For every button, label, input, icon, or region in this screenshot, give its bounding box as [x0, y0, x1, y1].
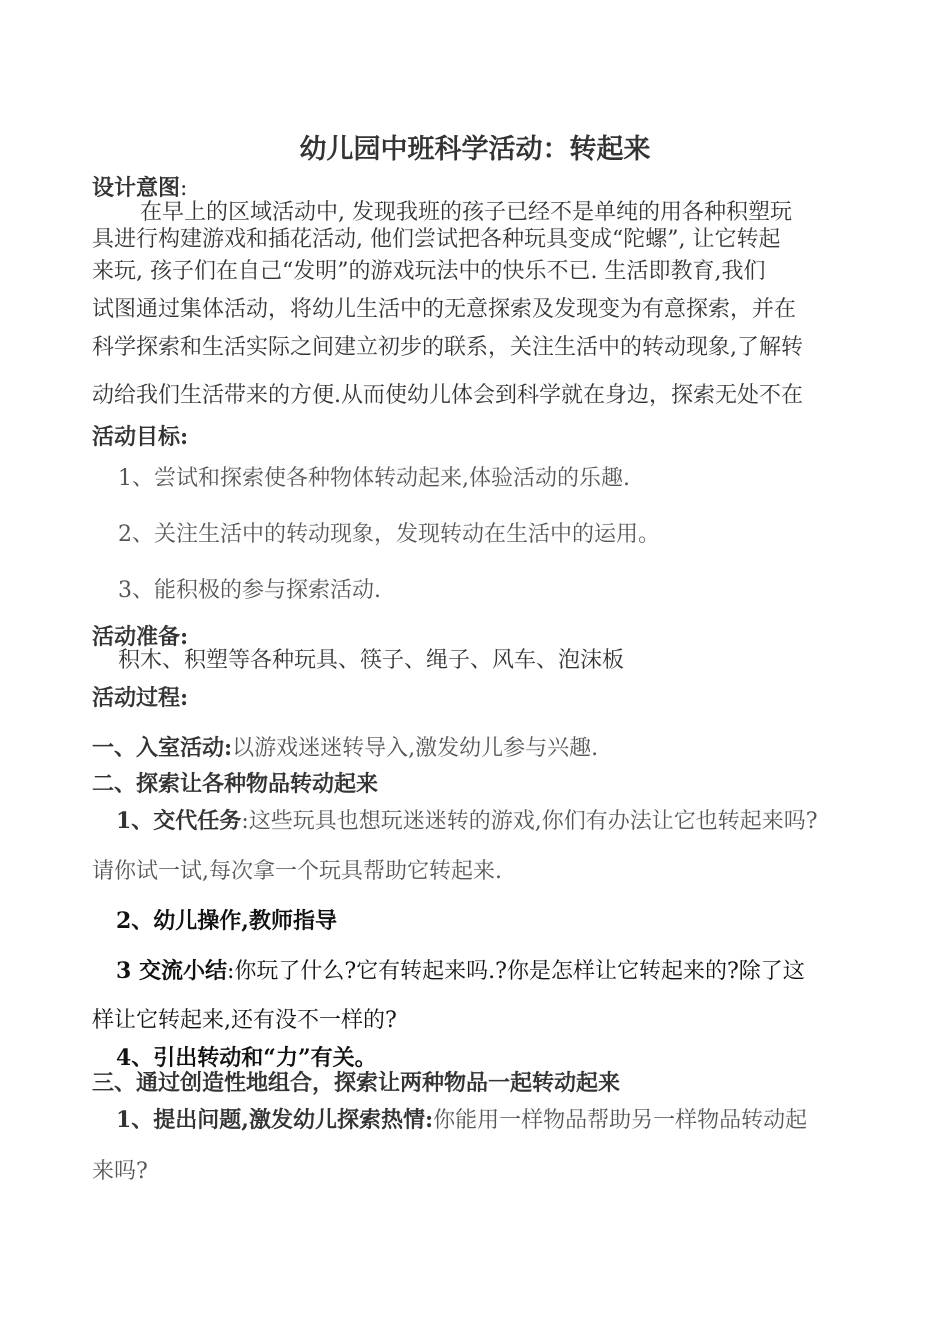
process-heading: 活动过程: — [92, 685, 189, 711]
step2-sub2: 2、幼儿操作,教师指导 — [116, 908, 337, 934]
step3-sub1-label: 1、提出问题,激发幼儿探索热情: — [116, 1107, 434, 1133]
step1-line — [92, 733, 598, 764]
step2-sub1-line — [116, 806, 818, 837]
design-line-6: 动给我们生活带来的方便.从而使幼儿体会到科学就在身边，探索无处不在 — [92, 383, 803, 408]
design-heading: 设计意图 — [92, 175, 181, 201]
goal-item-1: 1、尝试和探索使各种物体转动起来,体验活动的乐趣. — [118, 466, 630, 491]
prep-heading: 活动准备: — [92, 624, 189, 650]
goal-item-3: 3、能积极的参与探索活动. — [118, 578, 381, 603]
design-line-3: 来玩, 孩子们在自己“发明”的游戏玩法中的快乐不已. 生活即教育,我们 — [92, 259, 766, 284]
step2-heading: 二、探索让各种物品转动起来 — [92, 771, 379, 797]
step2-sub1-text: :这些玩具也想玩迷迷转的游戏,你们有办法让它也转起来吗? — [241, 809, 818, 834]
goals-heading: 活动目标: — [92, 424, 189, 450]
design-heading-colon: : — [180, 176, 188, 201]
step2-sub4: 4、引出转动和“力”有关。 — [116, 1045, 377, 1071]
step2-sub3-label: 3 交流小结 — [116, 958, 227, 984]
step2-sub3-text: :你玩了什么?它有转起来吗.?你是怎样让它转起来的?除了这 — [226, 959, 805, 984]
step3-sub1-cont: 来吗? — [92, 1159, 148, 1184]
prep-text: 积木、积塑等各种玩具、筷子、绳子、风车、泡沫板 — [118, 648, 625, 673]
goal-item-2: 2、关注生活中的转动现象，发现转动在生活中的运用。 — [118, 522, 660, 547]
step1-text: 以游戏迷迷转导入,激发幼儿参与兴趣. — [232, 736, 599, 761]
step3-heading: 三、通过创造性地组合，探索让两种物品一起转动起来 — [92, 1070, 621, 1096]
design-line-1: 在早上的区域活动中, 发现我班的孩子已经不是单纯的用各种积塑玩 — [140, 200, 792, 225]
step2-sub3-cont: 样让它转起来,还有没不一样的? — [92, 1008, 397, 1033]
step2-sub1-label: 1、交代任务 — [116, 808, 242, 834]
step2-sub1-cont: 请你试一试,每次拿一个玩具帮助它转起来. — [92, 859, 502, 884]
document-title: 幼儿园中班科学活动：转起来 — [299, 134, 651, 165]
design-line-4: 试图通过集体活动，将幼儿生活中的无意探索及发现变为有意探索，并在 — [92, 297, 797, 322]
step2-sub3-line — [116, 956, 805, 987]
step3-sub1-text: 你能用一样物品帮助另一样物品转动起 — [433, 1108, 808, 1133]
step1-label: 一、入室活动: — [92, 735, 233, 761]
design-line-5: 科学探索和生活实际之间建立初步的联系，关注生活中的转动现象,了解转 — [92, 335, 803, 360]
design-line-2: 具进行构建游戏和插花活动, 他们尝试把各种玩具变成“陀螺”, 让它转起 — [92, 227, 781, 252]
step3-sub1-line — [116, 1105, 807, 1136]
